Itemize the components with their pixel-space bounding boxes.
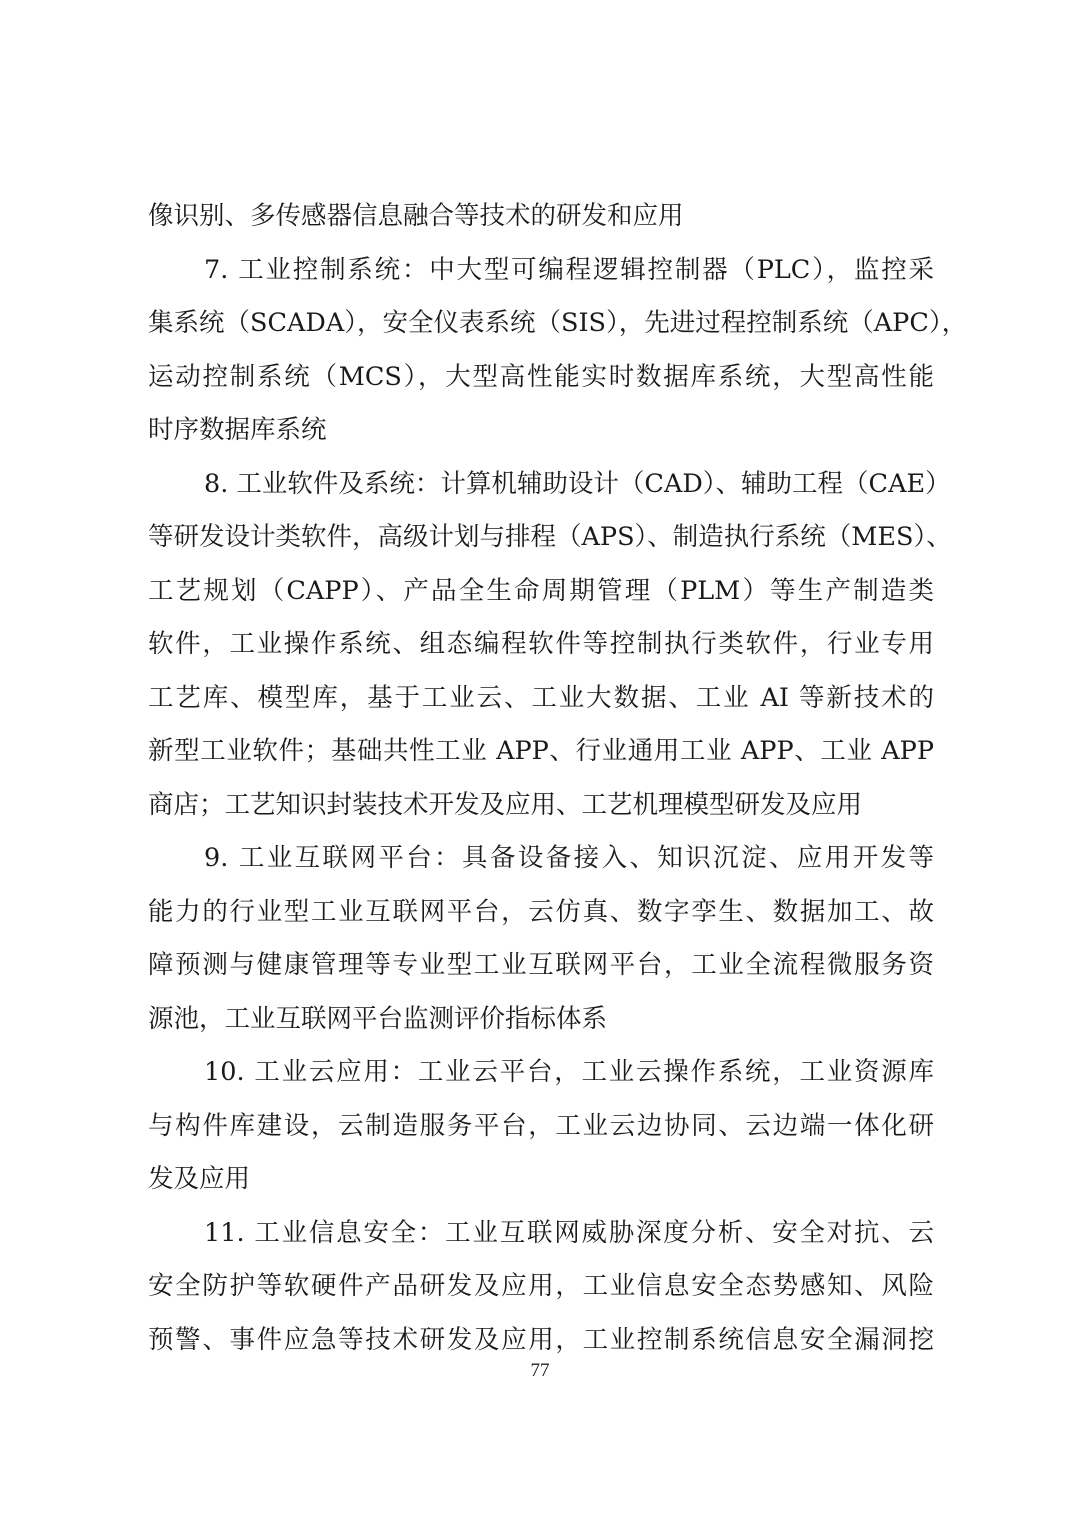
- text-line: 11. 工业信息安全：工业互联网威胁深度分析、安全对抗、云: [204, 1217, 934, 1248]
- text-line: 新型工业软件；基础共性工业 APP、行业通用工业 APP、工业 APP: [148, 736, 934, 766]
- text-line: 与构件库建设，云制造服务平台，工业云边协同、云边端一体化研: [148, 1110, 934, 1141]
- text-line: 源池，工业互联网平台监测评价指标体系: [148, 1003, 608, 1034]
- text-line: 安全防护等软硬件产品研发及应用，工业信息安全态势感知、风险: [148, 1271, 934, 1301]
- paragraph-continuation: [148, 190, 934, 244]
- text-line: 工艺库、模型库，基于工业云、工业大数据、工业 AI 等新技术的: [148, 682, 934, 713]
- text-line: 能力的行业型工业互联网平台，云仿真、数字孪生、数据加工、故: [148, 896, 934, 927]
- text-line: 等研发设计类软件，高级计划与排程（APS）、制造执行系统（MES）、: [148, 522, 952, 552]
- text-line: 软件，工业操作系统、组态编程软件等控制执行类软件，行业专用: [148, 629, 934, 659]
- text-line: 运动控制系统（MCS），大型高性能实时数据库系统，大型高性能: [148, 361, 934, 392]
- body-text: [148, 190, 968, 1367]
- text-line: 障预测与健康管理等专业型工业互联网平台，工业全流程微服务资: [148, 950, 934, 980]
- paragraph-item-7: [148, 244, 968, 458]
- text-line: 商店；工艺知识封装技术开发及应用、工艺机理模型研发及应用: [148, 789, 863, 820]
- text-line: 7. 工业控制系统：中大型可编程逻辑控制器（PLC），监控采: [204, 254, 934, 285]
- text-line: 8. 工业软件及系统：计算机辅助设计（CAD）、辅助工程（CAE）: [204, 468, 951, 499]
- text-line: 10. 工业云应用：工业云平台，工业云操作系统，工业资源库: [204, 1057, 934, 1087]
- paragraph-item-10: [148, 1046, 934, 1207]
- paragraph-item-11: [148, 1207, 934, 1368]
- paragraph-item-9: [148, 832, 934, 1046]
- text-line: 预警、事件应急等技术研发及应用，工业控制系统信息安全漏洞挖: [148, 1324, 934, 1355]
- text-line: 发及应用: [148, 1164, 251, 1194]
- text-line: 工艺规划（CAPP）、产品全生命周期管理（PLM）等生产制造类: [148, 575, 934, 606]
- text-line: 像识别、多传感器信息融合等技术的研发和应用: [148, 201, 684, 231]
- text-line: 9. 工业互联网平台：具备设备接入、知识沉淀、应用开发等: [204, 843, 934, 873]
- text-line: 时序数据库系统: [148, 415, 327, 445]
- text-line: 集系统（SCADA），安全仪表系统（SIS），先进过程控制系统（APC），: [148, 308, 968, 338]
- page-number: 77: [530, 1360, 550, 1381]
- paragraph-item-8: [148, 458, 952, 833]
